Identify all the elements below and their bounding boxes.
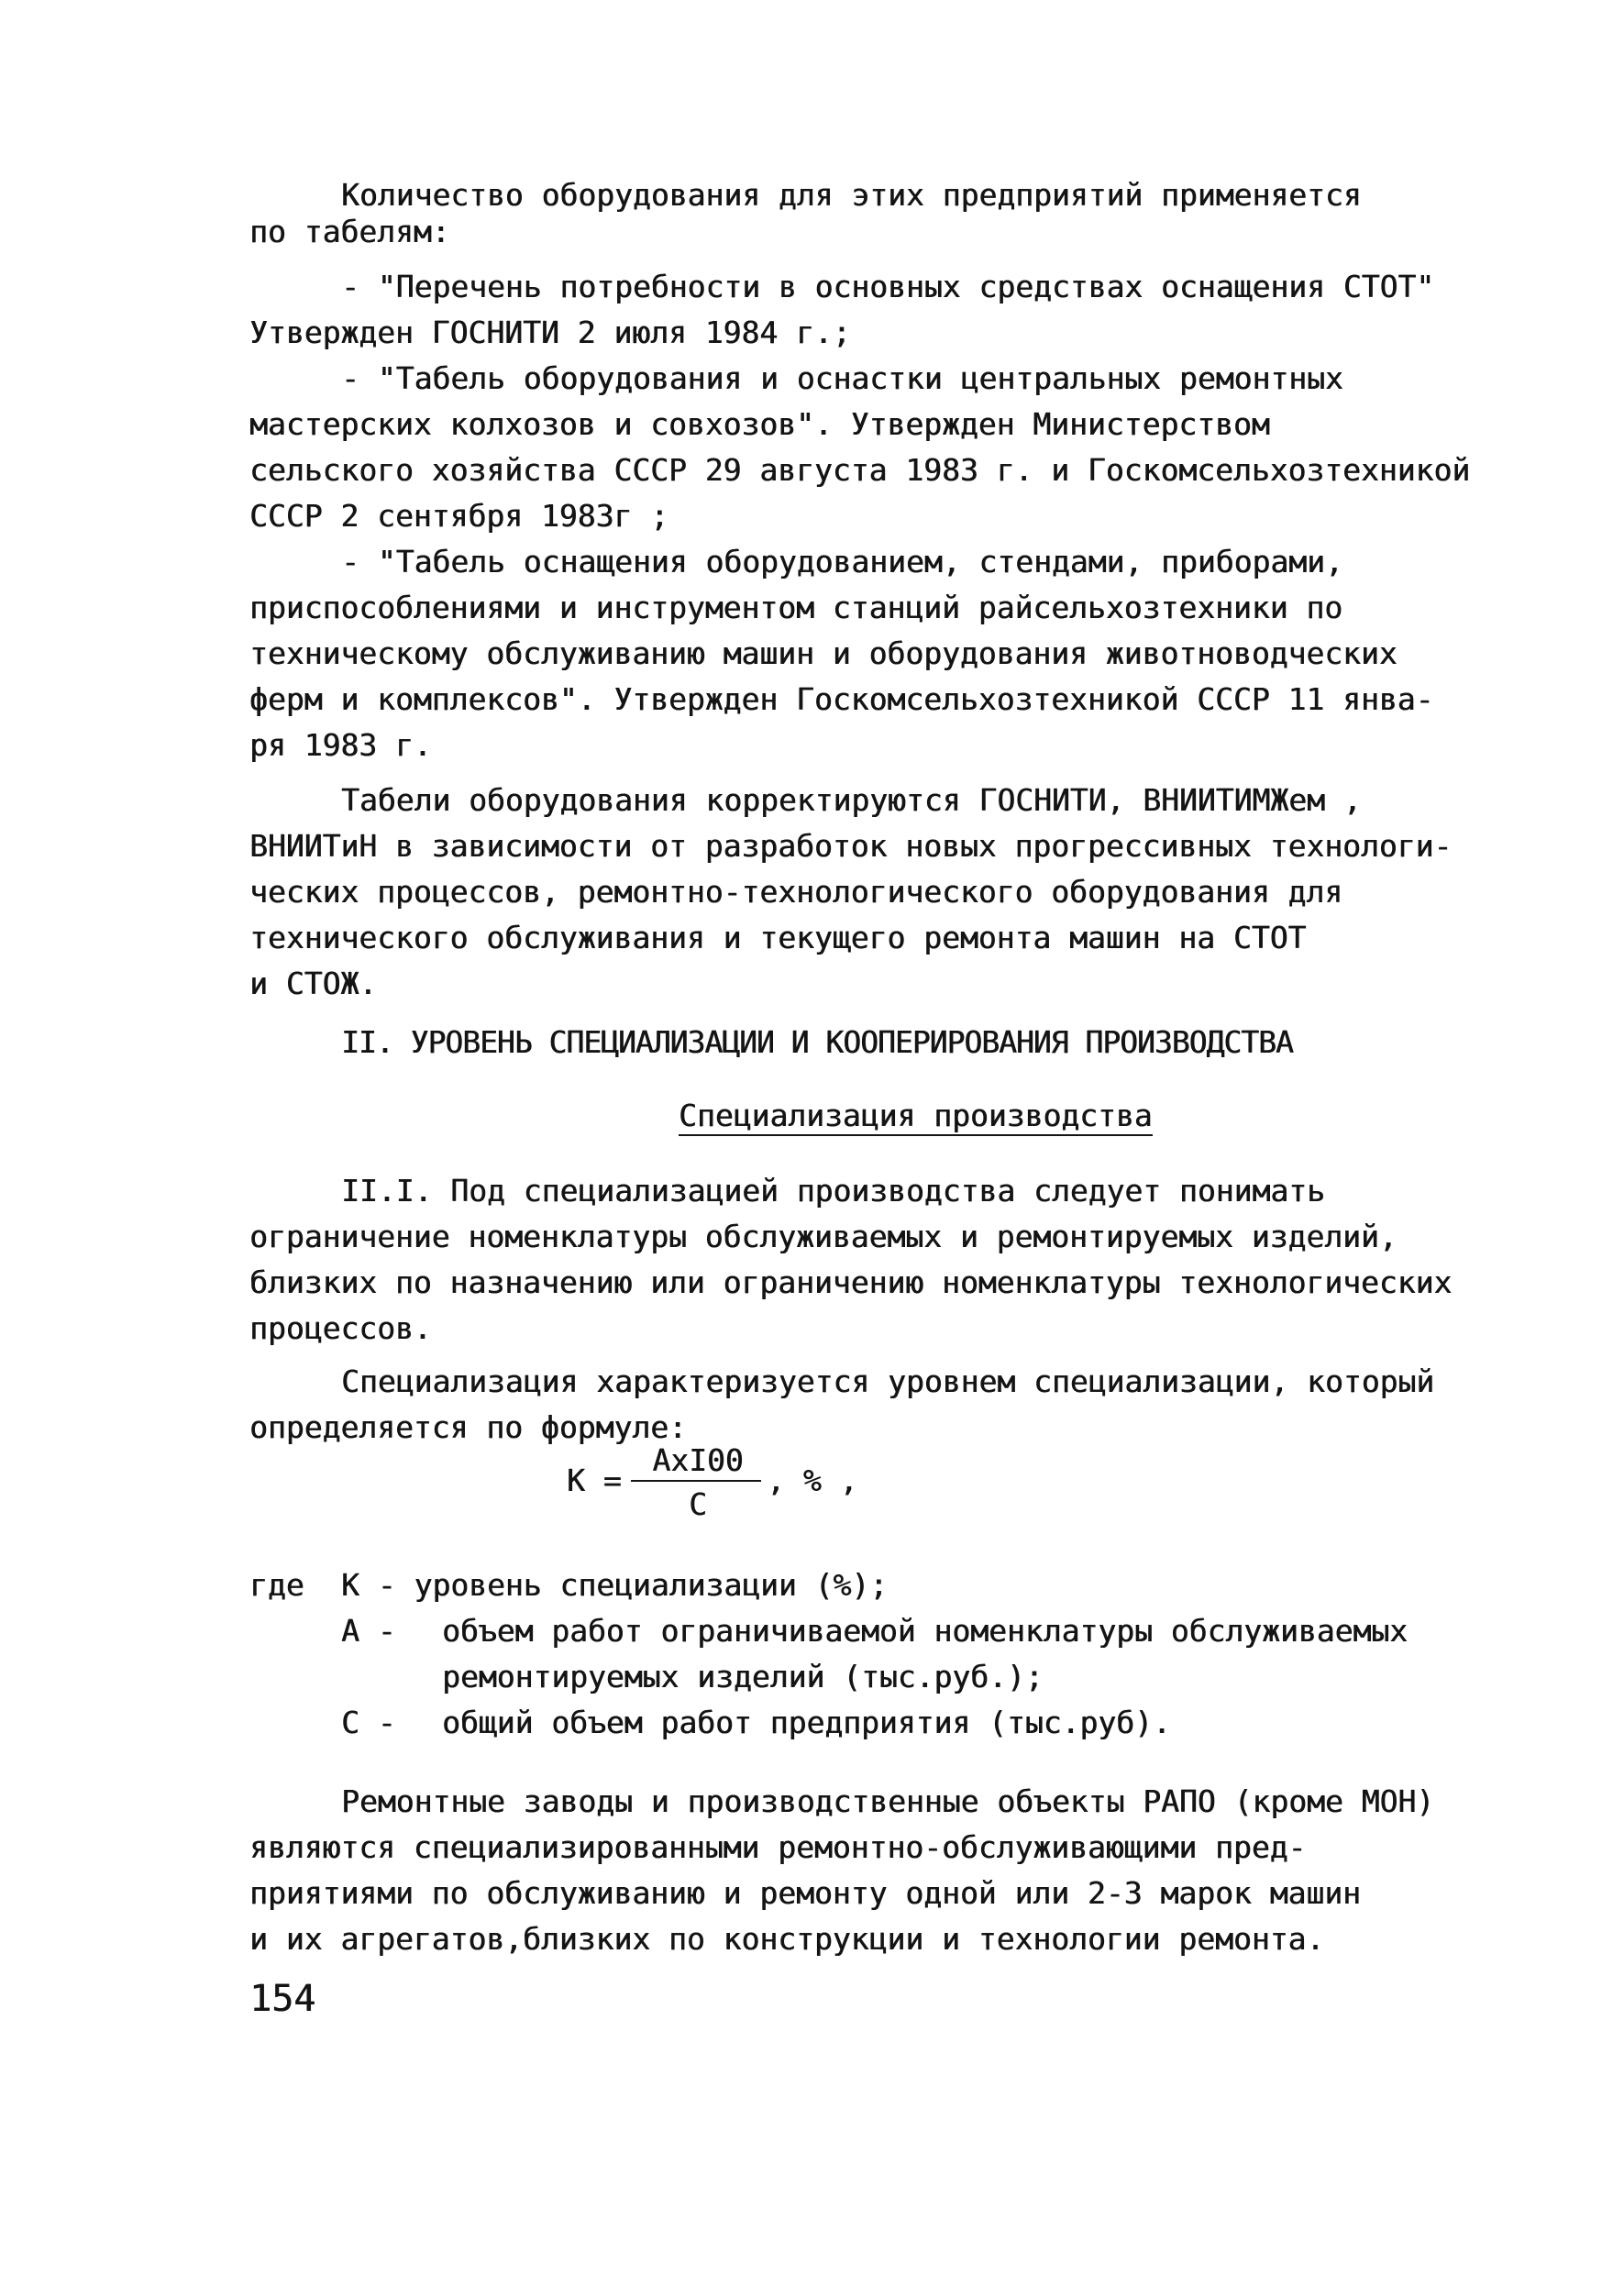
formula-denominator: С bbox=[689, 1486, 707, 1522]
list-item-1-line-2: Утвержден ГОСНИТИ 2 июля 1984 г.; bbox=[249, 315, 851, 350]
formula-lhs: К = bbox=[567, 1463, 622, 1498]
list-item-3-line-5: ря 1983 г. bbox=[249, 727, 432, 763]
list-item-3-line-2: приспособлениями и инструментом станций райсельхозтехники по bbox=[249, 590, 1343, 625]
legend-c-label: С - bbox=[341, 1705, 396, 1740]
intro-line-2: по табелям: bbox=[249, 214, 450, 249]
subheading: Специализация производства bbox=[679, 1100, 1153, 1136]
para-2-1-line-1: II.I. Под специализацией производства следует понимать bbox=[341, 1173, 1325, 1209]
legend-k-line: К - уровень специализации (%); bbox=[341, 1567, 889, 1603]
intro-line-1: Количество оборудования для этих предприятий применяется bbox=[341, 177, 1362, 213]
legend-a-line-2: ремонтируемых изделий (тыс.руб.); bbox=[442, 1659, 1044, 1694]
tables-para-line-1: Табели оборудования корректируются ГОСНИТИ, ВНИИТИМЖем , bbox=[341, 782, 1362, 818]
final-para-line-4: и их агрегатов,близких по конструкции и технологии ремонта. bbox=[249, 1921, 1325, 1957]
list-item-2-line-1: - "Табель оборудования и оснастки центральных ремонтных bbox=[341, 360, 1343, 396]
list-item-3-line-3: техническому обслуживанию машин и оборудования животноводческих bbox=[249, 635, 1398, 671]
final-para-line-3: приятиями по обслуживанию и ремонту одной или 2-3 марок машин bbox=[249, 1875, 1361, 1911]
legend-where: где bbox=[249, 1567, 304, 1603]
para-2-1-line-2: ограничение номенклатуры обслуживаемых и ремонтируемых изделий, bbox=[249, 1219, 1398, 1254]
final-para-line-1: Ремонтные заводы и производственные объекты РАПО (кроме МОН) bbox=[341, 1783, 1435, 1819]
formula-tail: , % , bbox=[767, 1463, 858, 1498]
tables-para-line-2: ВНИИТиН в зависимости от разработок новых прогрессивных технологи- bbox=[249, 828, 1453, 864]
spec-para-line-2: определяется по формуле: bbox=[249, 1409, 687, 1445]
tables-para-line-4: технического обслуживания и текущего ремонта машин на СТОТ bbox=[249, 920, 1307, 955]
page-number: 154 bbox=[249, 1978, 316, 2020]
legend-c-line: общий объем работ предприятия (тыс.руб). bbox=[442, 1705, 1171, 1740]
list-item-1-line-1: - "Перечень потребности в основных средствах оснащения СТОТ" bbox=[341, 269, 1435, 304]
para-2-1-line-4: процессов. bbox=[249, 1310, 432, 1346]
final-para-line-2: являются специализированными ремонтно-обслуживающими пред- bbox=[249, 1829, 1307, 1865]
spec-para-line-1: Специализация характеризуется уровнем специализации, который bbox=[341, 1363, 1435, 1399]
section-heading: II. УРОВЕНЬ СПЕЦИАЛИЗАЦИИ И КООПЕРИРОВАНИЯ ПРОИЗВОДСТВА bbox=[341, 1024, 1293, 1060]
tables-para-line-3: ческих процессов, ремонтно-технологического оборудования для bbox=[249, 874, 1343, 910]
formula-numerator: АхI00 bbox=[652, 1442, 744, 1478]
list-item-3-line-4: ферм и комплексов". Утвержден Госкомсельхозтехникой СССР 11 янва- bbox=[249, 681, 1434, 717]
list-item-2-line-2: мастерских колхозов и совхозов". Утвержден Министерством bbox=[249, 406, 1270, 442]
para-2-1-line-3: близких по назначению или ограничению номенклатуры технологических bbox=[249, 1264, 1453, 1300]
tables-para-line-5: и СТОЖ. bbox=[249, 966, 378, 1001]
list-item-3-line-1: - "Табель оснащения оборудованием, стендами, приборами, bbox=[341, 544, 1343, 580]
legend-a-line-1: объем работ ограничиваемой номенклатуры обслуживаемых bbox=[442, 1613, 1408, 1649]
legend-a-label: А - bbox=[341, 1613, 396, 1649]
formula-fraction-bar bbox=[631, 1480, 761, 1482]
list-item-2-line-4: СССР 2 сентября 1983г ; bbox=[249, 498, 668, 534]
list-item-2-line-3: сельского хозяйства СССР 29 августа 1983 г. и Госкомсельхозтехникой bbox=[249, 452, 1471, 488]
